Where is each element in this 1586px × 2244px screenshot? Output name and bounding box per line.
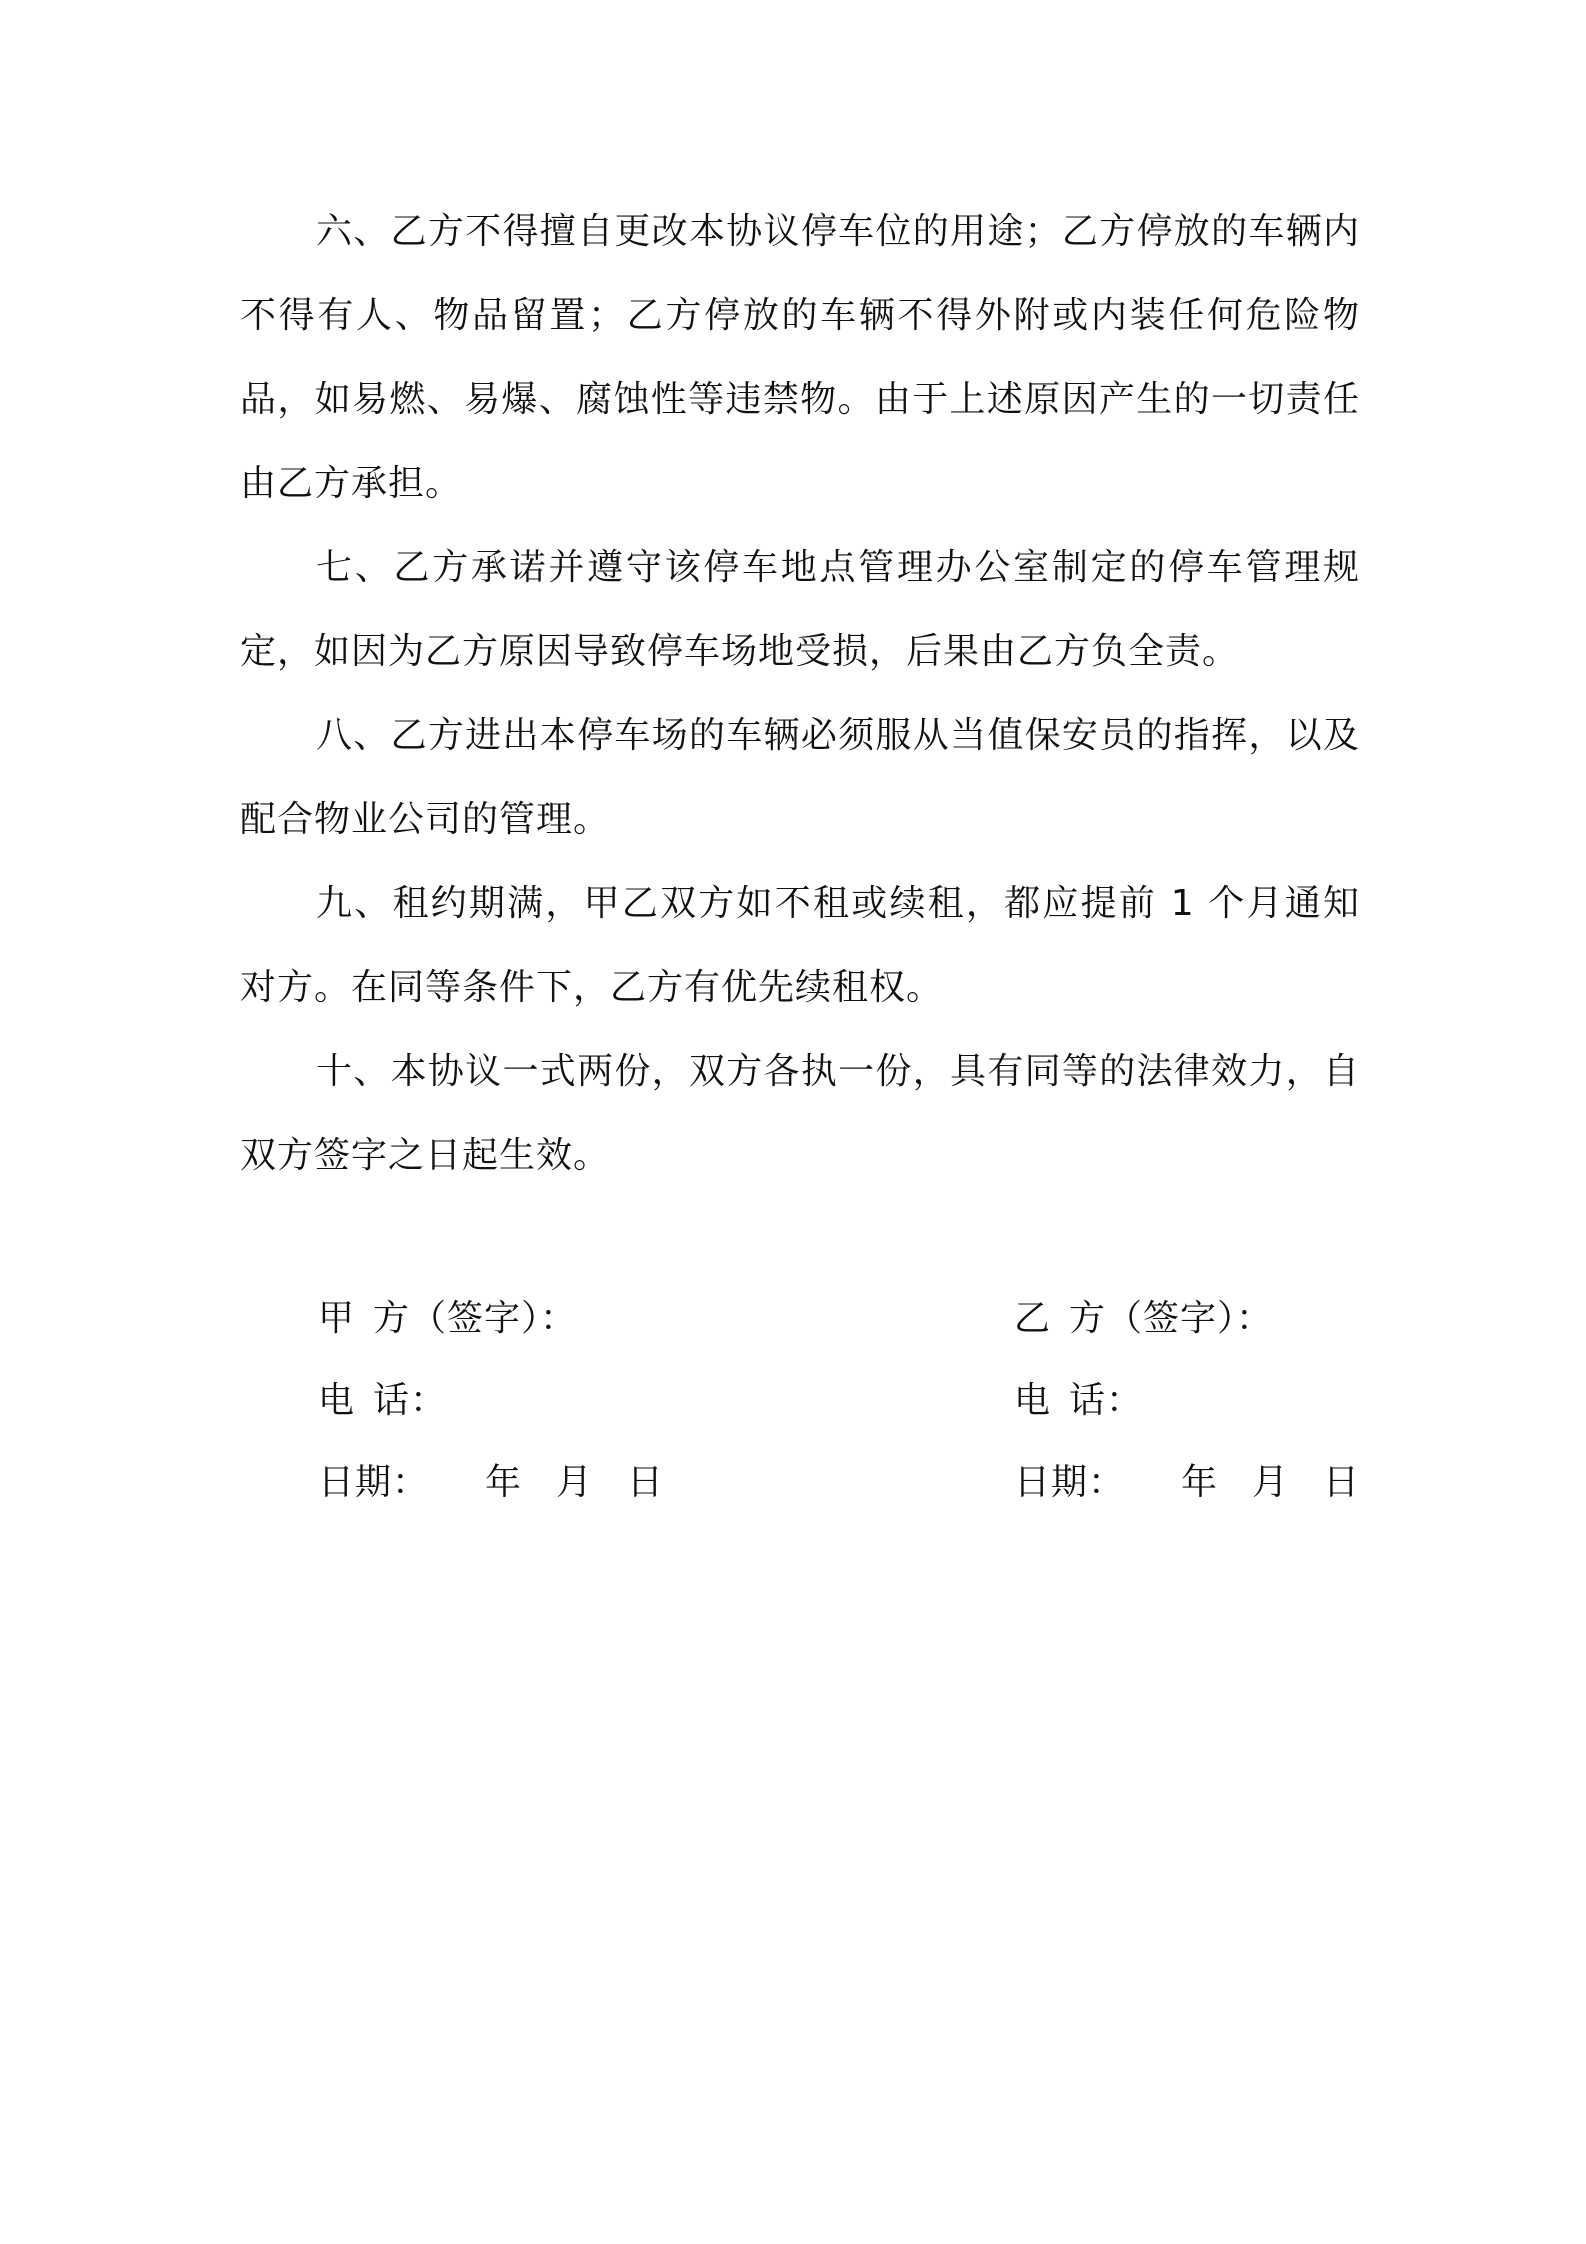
party-b-phone-label: 电 话： <box>1014 1380 1144 1421</box>
party-b-sign-label: 乙 方（签字）： <box>1014 1298 1274 1339</box>
clause-8: 八、乙方进出本停车场的车辆必须服从当值保安员的指挥，以及配合物业公司的管理。 <box>240 715 1360 840</box>
party-a-phone-label: 电 话： <box>318 1380 448 1421</box>
clause-6: 六、乙方不得擅自更改本协议停车位的用途；乙方停放的车辆内不得有人、物品留置；乙方停放的车辆不得外附或内装任何危险物品，如易燃、易爆、腐蚀性等违禁物。由于上述原因产生的一切责任由乙方承担。 <box>240 211 1360 504</box>
clause-9: 九、租约期满，甲乙双方如不租或续租，都应提前 1 个月通知对方。在同等条件下，乙方有优先续租权。 <box>240 883 1360 1008</box>
party-b-date-label: 日期： 年 月 日 <box>1014 1462 1361 1503</box>
party-a-date-label: 日期： 年 月 日 <box>318 1462 665 1503</box>
clause-7: 七、乙方承诺并遵守该停车地点管理办公室制定的停车管理规定，如因为乙方原因导致停车场地受损，后果由乙方负全责。 <box>240 547 1360 672</box>
party-a-sign-label: 甲 方（签字）： <box>318 1298 578 1339</box>
clause-10: 十、本协议一式两份，双方各执一份，具有同等的法律效力，自双方签字之日起生效。 <box>240 1051 1360 1176</box>
